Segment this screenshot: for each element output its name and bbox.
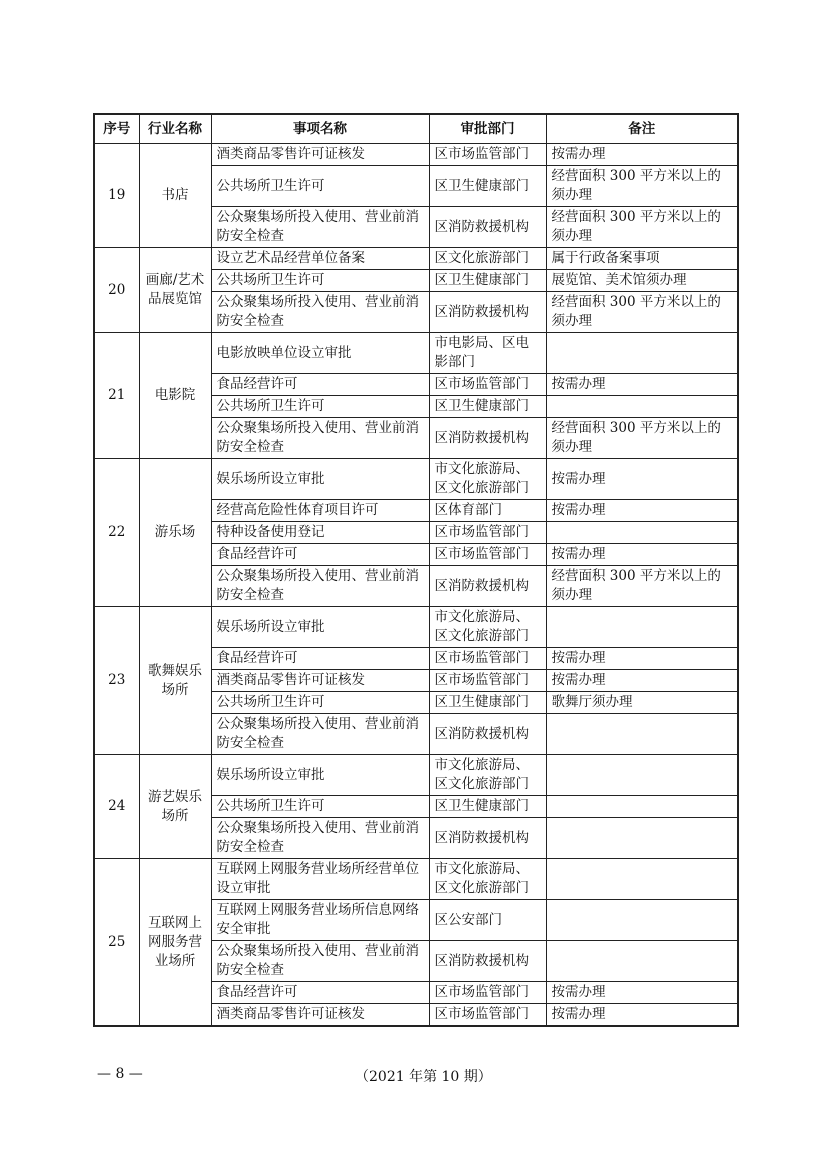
note-cell <box>546 755 738 796</box>
note-cell: 经营面积 300 平方米以上的须办理 <box>546 292 738 333</box>
table-body <box>94 144 738 1027</box>
header-note: 备注 <box>546 114 738 144</box>
note-cell <box>546 333 738 374</box>
item-cell: 酒类商品零售许可证核发 <box>211 144 429 166</box>
industry-cell: 歌舞娱乐场所 <box>139 607 211 755</box>
dept-cell: 市文化旅游局、区文化旅游部门 <box>429 755 546 796</box>
dept-cell: 区消防救援机构 <box>429 418 546 459</box>
dept-cell: 区市场监管部门 <box>429 144 546 166</box>
row-number-cell: 24 <box>94 755 139 859</box>
item-cell: 公众聚集场所投入使用、营业前消防安全检查 <box>211 941 429 982</box>
item-cell: 酒类商品零售许可证核发 <box>211 670 429 692</box>
dept-cell: 区卫生健康部门 <box>429 396 546 418</box>
dept-cell: 区卫生健康部门 <box>429 270 546 292</box>
item-cell: 公众聚集场所投入使用、营业前消防安全检查 <box>211 418 429 459</box>
dept-cell: 区卫生健康部门 <box>429 692 546 714</box>
dept-cell: 区卫生健康部门 <box>429 166 546 207</box>
row-number-cell: 25 <box>94 859 139 1027</box>
note-cell <box>546 859 738 900</box>
note-cell: 歌舞厅须办理 <box>546 692 738 714</box>
table-row <box>94 333 738 374</box>
item-cell: 公众聚集场所投入使用、营业前消防安全检查 <box>211 207 429 248</box>
header-dept: 审批部门 <box>429 114 546 144</box>
row-number-cell: 23 <box>94 607 139 755</box>
row-number-cell: 21 <box>94 333 139 459</box>
dept-cell: 区消防救援机构 <box>429 292 546 333</box>
dept-cell: 市文化旅游局、区文化旅游部门 <box>429 607 546 648</box>
item-cell: 食品经营许可 <box>211 544 429 566</box>
industry-cell: 游乐场 <box>139 459 211 607</box>
item-cell: 互联网上网服务营业场所信息网络安全审批 <box>211 900 429 941</box>
note-cell: 经营面积 300 平方米以上的须办理 <box>546 566 738 607</box>
dept-cell: 区市场监管部门 <box>429 522 546 544</box>
note-cell <box>546 900 738 941</box>
dept-cell: 区市场监管部门 <box>429 544 546 566</box>
row-number-cell: 20 <box>94 248 139 333</box>
table-row <box>94 459 738 500</box>
item-cell: 娱乐场所设立审批 <box>211 607 429 648</box>
note-cell: 按需办理 <box>546 670 738 692</box>
item-cell: 公共场所卫生许可 <box>211 396 429 418</box>
dept-cell: 区消防救援机构 <box>429 941 546 982</box>
note-cell: 属于行政备案事项 <box>546 248 738 270</box>
note-cell: 展览馆、美术馆须办理 <box>546 270 738 292</box>
row-number-cell: 22 <box>94 459 139 607</box>
issue-label: （2021 年第 10 期） <box>355 1069 492 1085</box>
table-row <box>94 144 738 166</box>
industry-cell: 游艺娱乐场所 <box>139 755 211 859</box>
dept-cell: 区卫生健康部门 <box>429 796 546 818</box>
industry-cell: 互联网上网服务营业场所 <box>139 859 211 1027</box>
dept-cell: 区消防救援机构 <box>429 566 546 607</box>
header-industry: 行业名称 <box>139 114 211 144</box>
item-cell: 公众聚集场所投入使用、营业前消防安全检查 <box>211 566 429 607</box>
item-cell: 公众聚集场所投入使用、营业前消防安全检查 <box>211 714 429 755</box>
note-cell: 按需办理 <box>546 1004 738 1027</box>
item-cell: 娱乐场所设立审批 <box>211 755 429 796</box>
item-cell: 娱乐场所设立审批 <box>211 459 429 500</box>
note-cell <box>546 607 738 648</box>
item-cell: 设立艺术品经营单位备案 <box>211 248 429 270</box>
item-cell: 公众聚集场所投入使用、营业前消防安全检查 <box>211 818 429 859</box>
header-item: 事项名称 <box>211 114 429 144</box>
note-cell <box>546 396 738 418</box>
dept-cell: 市电影局、区电影部门 <box>429 333 546 374</box>
item-cell: 食品经营许可 <box>211 374 429 396</box>
note-cell: 按需办理 <box>546 374 738 396</box>
note-cell <box>546 941 738 982</box>
item-cell: 互联网上网服务营业场所经营单位设立审批 <box>211 859 429 900</box>
item-cell: 电影放映单位设立审批 <box>211 333 429 374</box>
dept-cell: 区市场监管部门 <box>429 670 546 692</box>
table-row <box>94 607 738 648</box>
note-cell <box>546 714 738 755</box>
note-cell: 按需办理 <box>546 144 738 166</box>
item-cell: 公共场所卫生许可 <box>211 166 429 207</box>
note-cell <box>546 522 738 544</box>
dept-cell: 区消防救援机构 <box>429 714 546 755</box>
item-cell: 酒类商品零售许可证核发 <box>211 1004 429 1027</box>
header-no: 序号 <box>94 114 139 144</box>
industry-cell: 画廊/艺术品展览馆 <box>139 248 211 333</box>
table-row <box>94 755 738 796</box>
note-cell: 按需办理 <box>546 648 738 670</box>
dept-cell: 区市场监管部门 <box>429 1004 546 1027</box>
item-cell: 特种设备使用登记 <box>211 522 429 544</box>
note-cell: 按需办理 <box>546 500 738 522</box>
item-cell: 公共场所卫生许可 <box>211 796 429 818</box>
dept-cell: 市文化旅游局、区文化旅游部门 <box>429 459 546 500</box>
note-cell: 经营面积 300 平方米以上的须办理 <box>546 166 738 207</box>
item-cell: 公共场所卫生许可 <box>211 270 429 292</box>
dept-cell: 区体育部门 <box>429 500 546 522</box>
note-cell <box>546 818 738 859</box>
approval-items-table <box>93 113 739 1027</box>
note-cell: 按需办理 <box>546 459 738 500</box>
dept-cell: 区市场监管部门 <box>429 648 546 670</box>
item-cell: 经营高危险性体育项目许可 <box>211 500 429 522</box>
dept-cell: 区市场监管部门 <box>429 374 546 396</box>
row-number-cell: 19 <box>94 144 139 248</box>
table-row <box>94 859 738 900</box>
note-cell <box>546 796 738 818</box>
item-cell: 食品经营许可 <box>211 648 429 670</box>
note-cell: 经营面积 300 平方米以上的须办理 <box>546 207 738 248</box>
note-cell: 经营面积 300 平方米以上的须办理 <box>546 418 738 459</box>
table-row <box>94 248 738 270</box>
note-cell: 按需办理 <box>546 982 738 1004</box>
dept-cell: 区文化旅游部门 <box>429 248 546 270</box>
page-number: — 8 — <box>97 1066 143 1082</box>
dept-cell: 市文化旅游局、区文化旅游部门 <box>429 859 546 900</box>
table-header-row <box>94 114 738 144</box>
industry-cell: 书店 <box>139 144 211 248</box>
dept-cell: 区公安部门 <box>429 900 546 941</box>
dept-cell: 区消防救援机构 <box>429 818 546 859</box>
item-cell: 公众聚集场所投入使用、营业前消防安全检查 <box>211 292 429 333</box>
item-cell: 公共场所卫生许可 <box>211 692 429 714</box>
item-cell: 食品经营许可 <box>211 982 429 1004</box>
industry-cell: 电影院 <box>139 333 211 459</box>
dept-cell: 区市场监管部门 <box>429 982 546 1004</box>
note-cell: 按需办理 <box>546 544 738 566</box>
dept-cell: 区消防救援机构 <box>429 207 546 248</box>
